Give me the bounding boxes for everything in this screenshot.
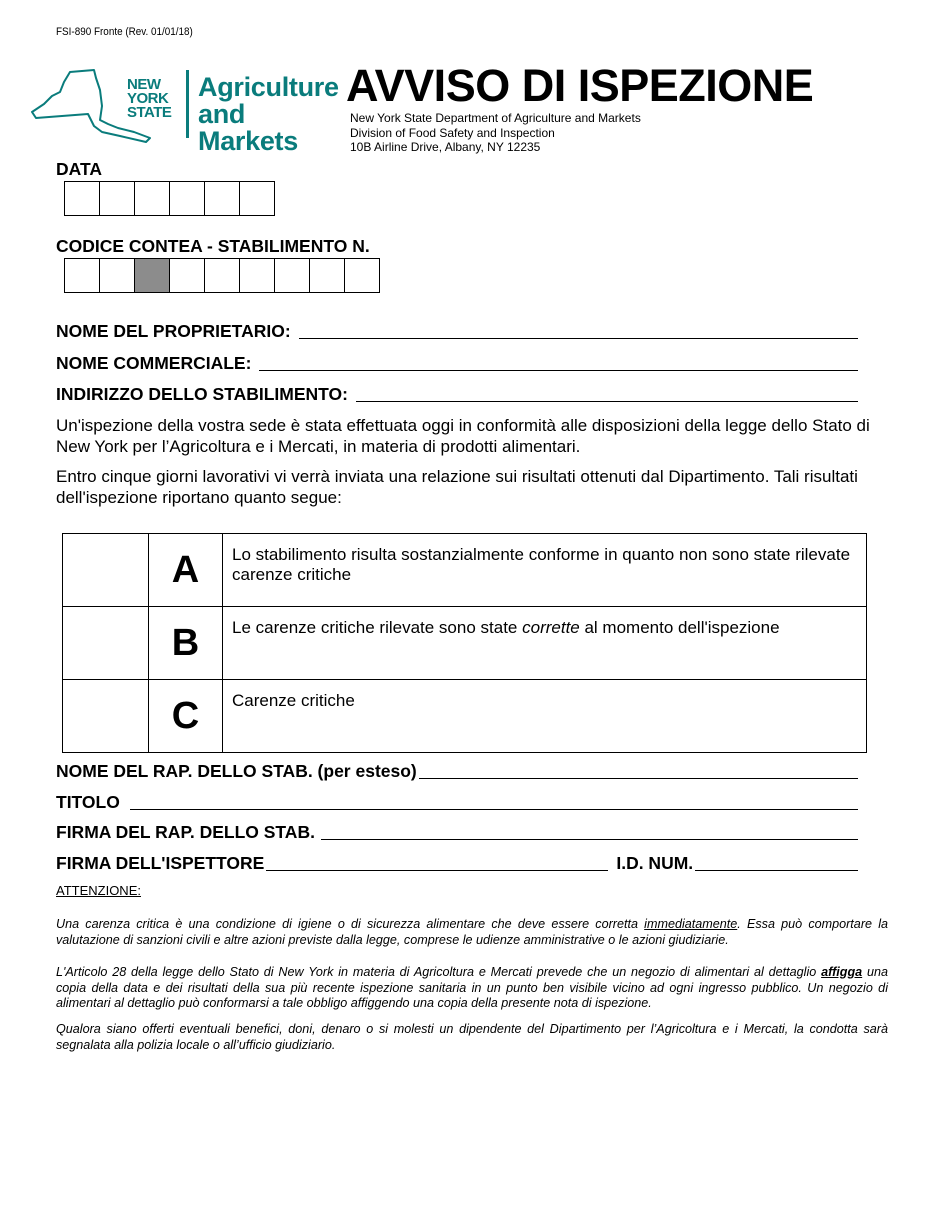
note-text-emphasis: affigga xyxy=(821,965,863,979)
result-letter: A xyxy=(149,534,223,607)
date-box[interactable] xyxy=(170,181,205,216)
agency-line-1: Agriculture xyxy=(198,72,339,102)
address-field xyxy=(56,384,858,405)
result-text-emphasis: corrette xyxy=(522,618,580,637)
agency-wordmark xyxy=(198,74,339,155)
id-num-line[interactable] xyxy=(695,870,858,871)
attention-label: ATTENZIONE: xyxy=(56,883,141,898)
result-description xyxy=(223,607,867,680)
date-box[interactable] xyxy=(240,181,275,216)
note-article-28 xyxy=(56,965,888,1012)
result-text-part: Le carenze critiche rilevate sono state xyxy=(232,618,523,637)
trade-name-line[interactable] xyxy=(259,369,858,371)
department-line-1: New York State Department of Agriculture and Markets xyxy=(350,111,641,125)
county-code-boxes xyxy=(64,258,380,293)
department-address xyxy=(350,111,641,155)
note-text: Una carenza critica è una condizione di igiene o di sicurezza alimentare che deve essere corretta xyxy=(56,917,645,931)
county-code-box[interactable] xyxy=(65,258,100,293)
title-label: TITOLO xyxy=(56,792,120,812)
title-line[interactable] xyxy=(130,809,858,810)
establishment-number-box[interactable] xyxy=(205,258,240,293)
result-checkbox-c[interactable] xyxy=(63,680,149,753)
result-letter: B xyxy=(149,607,223,680)
department-line-2: Division of Food Safety and Inspection xyxy=(350,125,555,140)
inspector-signature-label: FIRMA DELL'ISPETTORE xyxy=(56,853,265,873)
owner-name-field xyxy=(56,321,858,342)
rep-signature-field xyxy=(56,822,858,843)
inspector-signature-line[interactable] xyxy=(266,870,608,871)
title-field xyxy=(56,792,858,813)
inspector-signature-field xyxy=(56,853,858,874)
establishment-number-box[interactable] xyxy=(240,258,275,293)
date-label: DATA xyxy=(56,159,103,179)
department-line-3: 10B Airline Drive, Albany, NY 12235 xyxy=(350,140,541,154)
note-text: una copia della data e dei risultati della sua più recente ispezione sanitaria in un punto ben visibile vicino ad ogni ingresso pubblico. Un negozio di alimentari al dettaglio può conformarsi a tale obbligo affiggendo una copia della presente nota di ispezione. xyxy=(56,965,889,1010)
note-text-underlined: immediatamente xyxy=(644,917,738,931)
address-label: INDIRIZZO DELLO STABILIMENTO: xyxy=(56,384,348,404)
date-boxes xyxy=(64,181,275,216)
note-text: . Essa può comportare la valutazione di sanzioni civili e altre azioni previste dalla legge, comprese le udienze amministrative o le azioni giudiziarie. xyxy=(56,917,888,947)
note-bribery: Qualora siano offerti eventuali benefici, doni, denaro o si molesti un dipendente del Dipartimento per l’Agricoltura e i Mercati, la condotta sarà segnalata alla polizia locale o all’ufficio giudiziario. xyxy=(56,1022,888,1052)
establishment-number-box[interactable] xyxy=(345,258,380,293)
result-checkbox-b[interactable] xyxy=(63,607,149,680)
nys-line-1: NEW xyxy=(127,76,161,93)
intro-paragraph: Un'ispezione della vostra sede è stata effettuata oggi in conformità alle disposizioni della legge dello Stato di New York per l’Agricoltura e i Mercati, in materia di prodotti alimentari. xyxy=(56,416,870,456)
table-row xyxy=(63,534,867,607)
result-description: Carenze critiche xyxy=(223,680,867,753)
nys-line-2: YORK xyxy=(127,90,169,107)
form-code: FSI-890 Fronte (Rev. 01/01/18) xyxy=(56,26,193,38)
page-title: AVVISO DI ISPEZIONE xyxy=(346,60,814,111)
result-checkbox-a[interactable] xyxy=(63,534,149,607)
rep-name-line[interactable] xyxy=(419,778,858,779)
note-text: L'Articolo 28 della legge dello Stato di New York in materia di Agricoltura e Mercati prevede che un negozio di alimentari al dettaglio xyxy=(56,965,822,979)
date-box[interactable] xyxy=(135,181,170,216)
county-code-separator-box xyxy=(135,258,170,293)
note-critical-deficiency xyxy=(56,917,888,948)
rep-name-label: NOME DEL RAP. DELLO STAB. (per esteso) xyxy=(56,761,417,781)
result-description: Lo stabilimento risulta sostanzialmente conforme in quanto non sono state rilevate carenze critiche xyxy=(223,534,867,607)
agency-line-2: and Markets xyxy=(198,99,298,156)
establishment-number-box[interactable] xyxy=(170,258,205,293)
nys-line-3: STATE xyxy=(127,104,172,121)
rep-signature-line[interactable] xyxy=(321,839,858,840)
address-line[interactable] xyxy=(356,400,858,402)
results-paragraph: Entro cinque giorni lavorativi vi verrà inviata una relazione sui risultati ottenuti dal Dipartimento. Tali risultati dell'ispezione riportano quanto segue: xyxy=(56,467,858,507)
agency-logo xyxy=(30,66,339,156)
table-row xyxy=(63,607,867,680)
date-box[interactable] xyxy=(65,181,100,216)
table-row xyxy=(63,680,867,753)
county-code-box[interactable] xyxy=(100,258,135,293)
date-box[interactable] xyxy=(100,181,135,216)
county-code-label: CODICE CONTEA - STABILIMENTO N. xyxy=(56,236,370,256)
rep-signature-label: FIRMA DEL RAP. DELLO STAB. xyxy=(56,822,315,842)
trade-name-label: NOME COMMERCIALE: xyxy=(56,353,252,373)
date-box[interactable] xyxy=(205,181,240,216)
result-text-part: al momento dell'ispezione xyxy=(579,618,780,637)
id-num-label: I.D. NUM. xyxy=(616,853,694,873)
owner-name-line[interactable] xyxy=(299,337,858,339)
result-letter: C xyxy=(149,680,223,753)
rep-name-field xyxy=(56,761,858,782)
trade-name-field xyxy=(56,353,858,374)
results-table xyxy=(62,533,867,753)
logo-divider xyxy=(186,70,189,138)
establishment-number-box[interactable] xyxy=(310,258,345,293)
owner-name-label: NOME DEL PROPRIETARIO: xyxy=(56,321,291,341)
nys-wordmark xyxy=(127,78,171,120)
establishment-number-box[interactable] xyxy=(275,258,310,293)
